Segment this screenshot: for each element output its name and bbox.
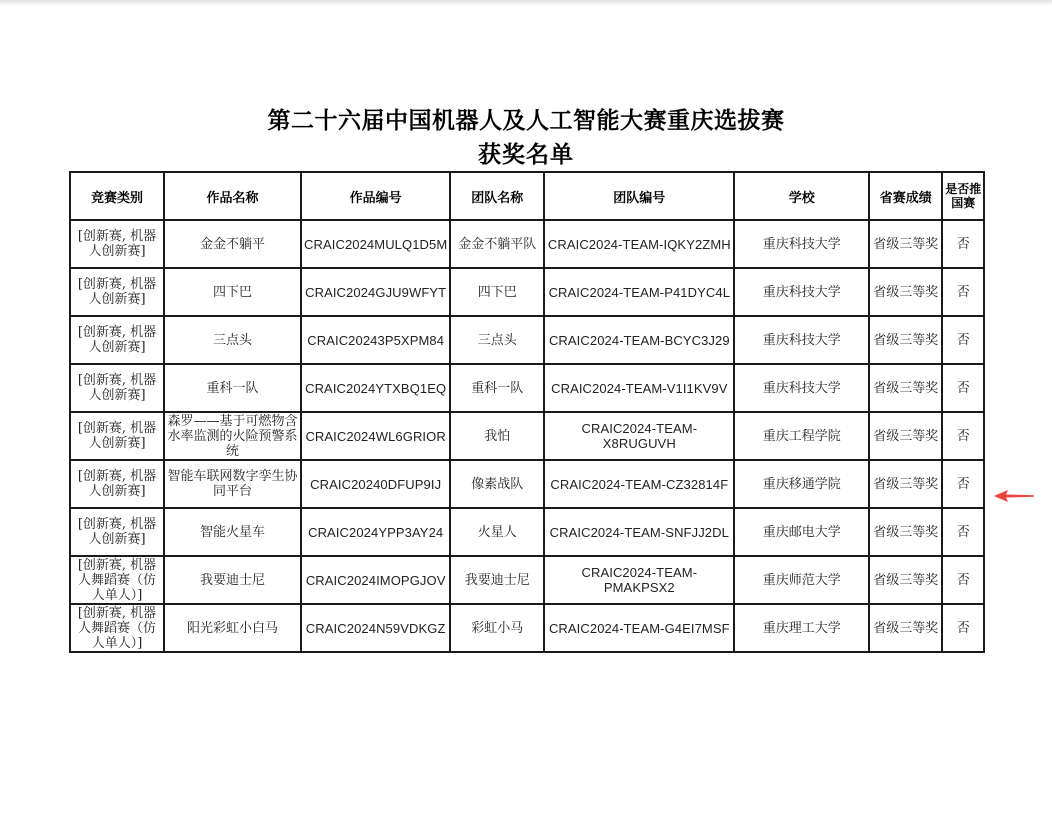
cell-work-name: 金金不躺平	[164, 220, 301, 268]
cell-team-name: 火星人	[450, 508, 544, 556]
cell-result: 省级三等奖	[869, 412, 942, 460]
cell-work-name: 阳光彩虹小白马	[164, 604, 301, 652]
header-category: 竞赛类别	[70, 172, 164, 220]
header-school: 学校	[734, 172, 869, 220]
table-row	[70, 460, 984, 508]
cell-work-id: CRAIC2024YTXBQ1EQ	[301, 364, 450, 412]
cell-team-id: CRAIC2024-TEAM-SNFJJ2DL	[544, 508, 734, 556]
cell-work-name: 我要迪士尼	[164, 556, 301, 604]
cell-school: 重庆邮电大学	[734, 508, 869, 556]
cell-category: [创新赛, 机器人创新赛]	[70, 460, 164, 508]
table-row	[70, 268, 984, 316]
cell-work-id: CRAIC2024YPP3AY24	[301, 508, 450, 556]
cell-result: 省级三等奖	[869, 268, 942, 316]
cell-team-name: 彩虹小马	[450, 604, 544, 652]
header-team-name: 团队名称	[450, 172, 544, 220]
cell-work-id: CRAIC2024WL6GRIOR	[301, 412, 450, 460]
cell-work-name: 智能车联网数字孪生协同平台	[164, 460, 301, 508]
cell-team-id: CRAIC2024-TEAM-P41DYC4L	[544, 268, 734, 316]
cell-team-id: CRAIC2024-TEAM-V1I1KV9V	[544, 364, 734, 412]
table-row	[70, 364, 984, 412]
cell-national: 否	[942, 412, 984, 460]
cell-category: [创新赛, 机器人创新赛]	[70, 220, 164, 268]
cell-team-id: CRAIC2024-TEAM-X8RUGUVH	[544, 412, 734, 460]
cell-result: 省级三等奖	[869, 364, 942, 412]
cell-result: 省级三等奖	[869, 508, 942, 556]
cell-school: 重庆科技大学	[734, 268, 869, 316]
cell-work-id: CRAIC20243P5XPM84	[301, 316, 450, 364]
cell-result: 省级三等奖	[869, 604, 942, 652]
cell-national: 否	[942, 268, 984, 316]
header-work-name: 作品名称	[164, 172, 301, 220]
page-top-shadow	[0, 0, 1052, 6]
cell-work-id: CRAIC2024N59VDKGZ	[301, 604, 450, 652]
table-row	[70, 556, 984, 604]
document-title: 第二十六届中国机器人及人工智能大赛重庆选拔赛	[267, 108, 785, 134]
cell-national: 否	[942, 460, 984, 508]
cell-national: 否	[942, 508, 984, 556]
cell-team-id: CRAIC2024-TEAM-G4EI7MSF	[544, 604, 734, 652]
cell-national: 否	[942, 604, 984, 652]
cell-work-id: CRAIC2024MULQ1D5M	[301, 220, 450, 268]
cell-national: 否	[942, 316, 984, 364]
table-row	[70, 604, 984, 652]
table-row	[70, 220, 984, 268]
cell-category: [创新赛, 机器人创新赛]	[70, 268, 164, 316]
cell-work-id: CRAIC2024GJU9WFYT	[301, 268, 450, 316]
cell-team-id: CRAIC2024-TEAM-PMAKPSX2	[544, 556, 734, 604]
cell-team-id: CRAIC2024-TEAM-BCYC3J29	[544, 316, 734, 364]
cell-category: [创新赛, 机器人舞蹈赛（仿人单人）]	[70, 604, 164, 652]
cell-team-name: 我怕	[450, 412, 544, 460]
cell-school: 重庆理工大学	[734, 604, 869, 652]
cell-category: [创新赛, 机器人创新赛]	[70, 316, 164, 364]
table-row	[70, 412, 984, 460]
cell-work-name: 森罗——基于可燃物含水率监测的火险预警系统	[164, 412, 301, 460]
cell-team-id: CRAIC2024-TEAM-CZ32814F	[544, 460, 734, 508]
header-result: 省赛成绩	[869, 172, 942, 220]
cell-category: [创新赛, 机器人创新赛]	[70, 412, 164, 460]
document-subtitle: 获奖名单	[478, 142, 574, 168]
cell-work-name: 智能火星车	[164, 508, 301, 556]
red-left-arrow-icon	[994, 488, 1034, 504]
cell-work-id: CRAIC2024IMOPGJOV	[301, 556, 450, 604]
awards-table	[69, 171, 985, 653]
cell-school: 重庆科技大学	[734, 364, 869, 412]
table-row	[70, 316, 984, 364]
cell-work-name: 三点头	[164, 316, 301, 364]
cell-school: 重庆移通学院	[734, 460, 869, 508]
table-header-row	[70, 172, 984, 220]
cell-team-name: 四下巴	[450, 268, 544, 316]
cell-work-name: 四下巴	[164, 268, 301, 316]
cell-result: 省级三等奖	[869, 316, 942, 364]
header-work-id: 作品编号	[301, 172, 450, 220]
cell-national: 否	[942, 556, 984, 604]
cell-team-name: 金金不躺平队	[450, 220, 544, 268]
cell-category: [创新赛, 机器人创新赛]	[70, 508, 164, 556]
cell-school: 重庆科技大学	[734, 316, 869, 364]
cell-team-name: 我要迪士尼	[450, 556, 544, 604]
table-row	[70, 508, 984, 556]
cell-team-name: 重科一队	[450, 364, 544, 412]
cell-school: 重庆科技大学	[734, 220, 869, 268]
cell-team-id: CRAIC2024-TEAM-IQKY2ZMH	[544, 220, 734, 268]
cell-result: 省级三等奖	[869, 220, 942, 268]
cell-result: 省级三等奖	[869, 556, 942, 604]
cell-work-id: CRAIC20240DFUP9IJ	[301, 460, 450, 508]
cell-category: [创新赛, 机器人舞蹈赛（仿人单人）]	[70, 556, 164, 604]
cell-result: 省级三等奖	[869, 460, 942, 508]
cell-work-name: 重科一队	[164, 364, 301, 412]
header-team-id: 团队编号	[544, 172, 734, 220]
cell-national: 否	[942, 364, 984, 412]
header-national: 是否推国赛	[942, 172, 984, 220]
cell-school: 重庆师范大学	[734, 556, 869, 604]
cell-national: 否	[942, 220, 984, 268]
table-body	[70, 220, 984, 652]
cell-school: 重庆工程学院	[734, 412, 869, 460]
cell-team-name: 三点头	[450, 316, 544, 364]
cell-team-name: 像素战队	[450, 460, 544, 508]
cell-category: [创新赛, 机器人创新赛]	[70, 364, 164, 412]
